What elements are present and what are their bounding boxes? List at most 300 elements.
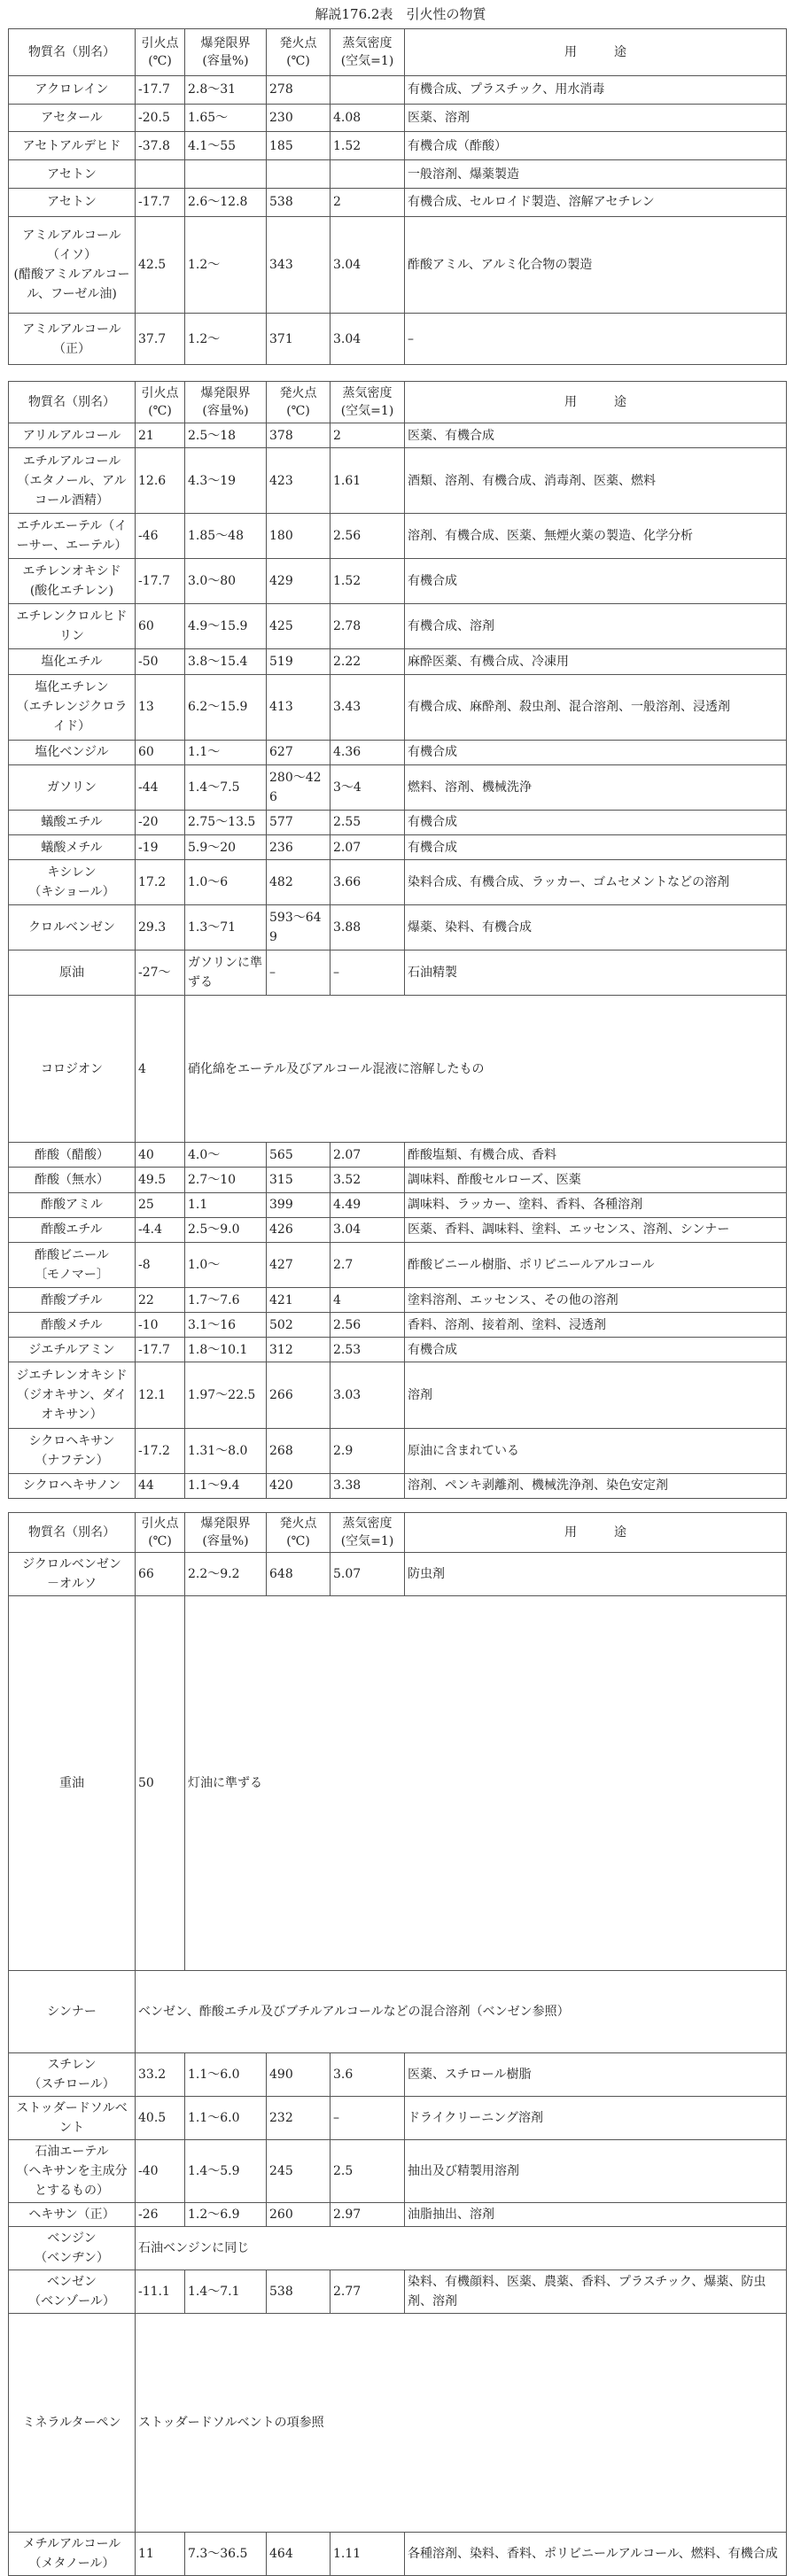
use-description: 酢酸塩類、有機合成、香料	[405, 1143, 787, 1168]
flash-point: -26	[136, 2203, 185, 2227]
explosive-limit: 2.75～13.5	[185, 810, 267, 834]
substance-name: 酢酸（無水）	[9, 1168, 136, 1192]
substance-name: ジクロルベンゼン －オルソ	[9, 1553, 136, 1596]
use-description: ドライクリーニング溶剤	[405, 2097, 787, 2140]
explosive-limit: 2.7～10	[185, 1168, 267, 1192]
vapor-density: 2.56	[331, 1313, 405, 1338]
substance-name: ベンゼン （ベンゾール）	[9, 2270, 136, 2314]
explosive-limit: 1.1～9.4	[185, 1473, 267, 1498]
use-description: 燃料、溶剤、機械洗浄	[405, 764, 787, 810]
substance-name: メチルアルコール （メタノール）	[9, 2533, 136, 2576]
ignition-point: 464	[267, 2533, 331, 2576]
vapor-density: 2.22	[331, 649, 405, 674]
ignition-point: 399	[267, 1192, 331, 1217]
substance-name: アリルアルコール	[9, 423, 136, 447]
use-description: 染料合成、有機合成、ラッカー、ゴムセメントなどの溶剤	[405, 860, 787, 905]
ignition-point: 232	[267, 2097, 331, 2140]
explosive-limit: 2.8～31	[185, 75, 267, 104]
substance-name: シクロヘキサン （ナフテン）	[9, 1428, 136, 1473]
ignition-point: –	[267, 950, 331, 996]
explosive-limit: 1.4～7.1	[185, 2270, 267, 2314]
table-row	[9, 314, 787, 365]
use-description: 塗料溶剤、エッセンス、その他の溶剤	[405, 1288, 787, 1313]
header-flash-point: 引火点 (℃)	[136, 382, 185, 423]
ignition-point: 268	[267, 1428, 331, 1473]
table-row	[9, 104, 787, 132]
flash-point: -37.8	[136, 132, 185, 160]
merged-note: 石油ベンジンに同じ	[136, 2227, 787, 2270]
flash-point: -17.7	[136, 559, 185, 604]
table-row	[9, 1168, 787, 1192]
flash-point: 12.1	[136, 1362, 185, 1428]
explosive-limit: 7.3～36.5	[185, 2533, 267, 2576]
explosive-limit: 1.4～5.9	[185, 2140, 267, 2203]
ignition-point: 312	[267, 1338, 331, 1362]
explosive-limit: 1.3～71	[185, 905, 267, 950]
table-row	[9, 835, 787, 860]
substance-name: クロルベンゼン	[9, 905, 136, 950]
use-description: 有機合成、セルロイド製造、溶解アセチレン	[405, 189, 787, 217]
vapor-density: 3.6	[331, 2053, 405, 2097]
header-explosive-limit: 爆発限界 (容量%)	[185, 382, 267, 423]
explosive-limit: 4.1～55	[185, 132, 267, 160]
flash-point: 17.2	[136, 860, 185, 905]
use-description: 医薬、香料、調味料、塗料、エッセンス、溶剤、シンナー	[405, 1217, 787, 1242]
table-row	[9, 1192, 787, 1217]
vapor-density: –	[331, 2097, 405, 2140]
header-ignition-point: 発火点 (℃)	[267, 382, 331, 423]
substance-name: アミルアルコール （正）	[9, 314, 136, 365]
use-description: 有機合成（酢酸）	[405, 132, 787, 160]
table-row	[9, 1217, 787, 1242]
explosive-limit: 1.7～7.6	[185, 1288, 267, 1313]
substance-name: ストッダードソルベント	[9, 2097, 136, 2140]
use-description: 染料、有機顔料、医薬、農薬、香料、プラスチック、爆薬、防虫剤、溶剤	[405, 2270, 787, 2314]
use-description: 溶剤、ペンキ剥離剤、機械洗浄剤、染色安定剤	[405, 1473, 787, 1498]
explosive-limit	[185, 160, 267, 189]
explosive-limit: 4.9～15.9	[185, 604, 267, 649]
substance-name: 重油	[9, 1596, 136, 1971]
table-row	[9, 649, 787, 674]
table-row	[9, 1143, 787, 1168]
flash-point: 12.6	[136, 448, 185, 514]
substance-name: 石油エーテル （ヘキサンを主成分とするもの）	[9, 2140, 136, 2203]
substance-name: エチルアルコール （エタノール、アルコール酒精）	[9, 448, 136, 514]
substance-name: コロジオン	[9, 996, 136, 1143]
vapor-density: 4	[331, 1288, 405, 1313]
vapor-density: 1.61	[331, 448, 405, 514]
table-row	[9, 1473, 787, 1498]
substance-name: 酢酸アミル	[9, 1192, 136, 1217]
flammable-table-part3	[8, 1512, 787, 2576]
vapor-density: 3.03	[331, 1362, 405, 1428]
substance-name: アセトン	[9, 160, 136, 189]
vapor-density: 4.49	[331, 1192, 405, 1217]
use-description: 有機合成	[405, 1338, 787, 1362]
vapor-density: 1.11	[331, 2533, 405, 2576]
ignition-point: 519	[267, 649, 331, 674]
table-row	[9, 860, 787, 905]
flash-point: -10	[136, 1313, 185, 1338]
table-row	[9, 189, 787, 217]
merged-note: ストッダードソルベントの項参照	[136, 2314, 787, 2533]
table-caption: 解説176.2表 引火性の物質	[315, 6, 486, 22]
table-row	[9, 559, 787, 604]
header-flash-point: 引火点 (℃)	[136, 1513, 185, 1553]
header-row	[9, 29, 787, 76]
substance-name: アクロレイン	[9, 75, 136, 104]
ignition-point: 627	[267, 740, 331, 764]
use-description: 有機合成、プラスチック、用水消毒	[405, 75, 787, 104]
use-description: 酢酸アミル、アルミ化合物の製造	[405, 216, 787, 313]
flash-point: 50	[136, 1596, 185, 1971]
vapor-density: 2	[331, 189, 405, 217]
vapor-density: –	[331, 950, 405, 996]
vapor-density: 2	[331, 423, 405, 447]
flash-point: -46	[136, 514, 185, 559]
ignition-point: 185	[267, 132, 331, 160]
vapor-density: 2.56	[331, 514, 405, 559]
ignition-point: 378	[267, 423, 331, 447]
ignition-point: 425	[267, 604, 331, 649]
use-description: 調味料、酢酸セルローズ、医薬	[405, 1168, 787, 1192]
table-row	[9, 2203, 787, 2227]
table-row	[9, 132, 787, 160]
flash-point: 37.7	[136, 314, 185, 365]
use-description: 各種溶剤、染料、香料、ポリビニールアルコール、燃料、有機合成	[405, 2533, 787, 2576]
substance-name: エチレンオキシド (酸化エチレン)	[9, 559, 136, 604]
header-name: 物質名（別名）	[9, 382, 136, 423]
table-row	[9, 2140, 787, 2203]
substance-name: 蟻酸メチル	[9, 835, 136, 860]
use-description: 香料、溶剤、接着剤、塗料、浸透剤	[405, 1313, 787, 1338]
ignition-point: 538	[267, 2270, 331, 2314]
flash-point: -17.7	[136, 1338, 185, 1362]
header-name: 物質名（別名）	[9, 1513, 136, 1553]
ignition-point: 421	[267, 1288, 331, 1313]
vapor-density: 2.97	[331, 2203, 405, 2227]
merged-note: 硝化綿をエーテル及びアルコール混液に溶解したもの	[185, 996, 787, 1143]
flash-point: -44	[136, 764, 185, 810]
table-row	[9, 1338, 787, 1362]
explosive-limit: 1.31～8.0	[185, 1428, 267, 1473]
flash-point: -8	[136, 1242, 185, 1287]
flash-point: 33.2	[136, 2053, 185, 2097]
vapor-density: 2.78	[331, 604, 405, 649]
substance-name: ジエチルアミン	[9, 1338, 136, 1362]
substance-name: 塩化エチル	[9, 649, 136, 674]
table-row	[9, 2053, 787, 2097]
table-row	[9, 996, 787, 1143]
explosive-limit: 1.2～	[185, 314, 267, 365]
substance-name: アセトアルデヒド	[9, 132, 136, 160]
substance-name: キシレン （キショール）	[9, 860, 136, 905]
flash-point: -11.1	[136, 2270, 185, 2314]
substance-name: アミルアルコール （イソ） (醋酸アミルアルコール、フーゼル油)	[9, 216, 136, 313]
table-row	[9, 2533, 787, 2576]
flash-point: 25	[136, 1192, 185, 1217]
use-description: 調味料、ラッカー、塗料、香料、各種溶剤	[405, 1192, 787, 1217]
header-ignition-point: 発火点 (℃)	[267, 29, 331, 76]
flash-point: 29.3	[136, 905, 185, 950]
table-row	[9, 1971, 787, 2053]
ignition-point: 565	[267, 1143, 331, 1168]
substance-name: 酢酸ビニール 〔モノマー〕	[9, 1242, 136, 1287]
flash-point: 44	[136, 1473, 185, 1498]
flash-point: 42.5	[136, 216, 185, 313]
explosive-limit: 2.2～9.2	[185, 1553, 267, 1596]
use-description: 医薬、有機合成	[405, 423, 787, 447]
flammable-table-part1	[8, 28, 787, 365]
substance-name: ヘキサン（正）	[9, 2203, 136, 2227]
explosive-limit: 1.1	[185, 1192, 267, 1217]
ignition-point: 426	[267, 1217, 331, 1242]
ignition-point: 490	[267, 2053, 331, 2097]
flash-point: -20	[136, 810, 185, 834]
vapor-density	[331, 160, 405, 189]
use-description: 酒類、溶剤、有機合成、消毒剤、医薬、燃料	[405, 448, 787, 514]
flash-point: -50	[136, 649, 185, 674]
substance-name: 蟻酸エチル	[9, 810, 136, 834]
table-row	[9, 905, 787, 950]
merged-note: 灯油に準ずる	[185, 1596, 787, 1971]
explosive-limit: 1.2～	[185, 216, 267, 313]
header-use: 用 途	[405, 1513, 787, 1553]
explosive-limit: 3.0～80	[185, 559, 267, 604]
ignition-point: 593～649	[267, 905, 331, 950]
substance-name: エチルエーテル（イーサー、エーテル）	[9, 514, 136, 559]
explosive-limit: 1.0～6	[185, 860, 267, 905]
table-row	[9, 1362, 787, 1428]
ignition-point: 371	[267, 314, 331, 365]
table-row	[9, 1288, 787, 1313]
table-row	[9, 810, 787, 834]
table-row	[9, 604, 787, 649]
flash-point: -4.4	[136, 1217, 185, 1242]
vapor-density: 3.38	[331, 1473, 405, 1498]
explosive-limit: 2.6～12.8	[185, 189, 267, 217]
vapor-density: 2.5	[331, 2140, 405, 2203]
explosive-limit: 1.1～6.0	[185, 2053, 267, 2097]
flash-point: -17.7	[136, 75, 185, 104]
vapor-density: 3.04	[331, 314, 405, 365]
substance-name: 塩化ベンジル	[9, 740, 136, 764]
ignition-point: 280～426	[267, 764, 331, 810]
table-row	[9, 2314, 787, 2533]
ignition-point: 482	[267, 860, 331, 905]
flash-point: 4	[136, 996, 185, 1143]
ignition-point: 577	[267, 810, 331, 834]
table-row	[9, 764, 787, 810]
table-row	[9, 1428, 787, 1473]
use-description: 有機合成	[405, 835, 787, 860]
vapor-density: 3.52	[331, 1168, 405, 1192]
explosive-limit: 5.9～20	[185, 835, 267, 860]
ignition-point	[267, 160, 331, 189]
vapor-density: 2.55	[331, 810, 405, 834]
flash-point: 60	[136, 604, 185, 649]
substance-name: 塩化エチレン （エチレンジクロライド）	[9, 674, 136, 740]
substance-name: アセトン	[9, 189, 136, 217]
header-vapor-density: 蒸気密度 (空気=1)	[331, 29, 405, 76]
header-vapor-density: 蒸気密度 (空気=1)	[331, 1513, 405, 1553]
merged-note: ベンゼン、酢酸エチル及びブチルアルコールなどの混合溶剤（ベンゼン参照）	[136, 1971, 787, 2053]
flash-point: -17.2	[136, 1428, 185, 1473]
table-row	[9, 2097, 787, 2140]
table-row	[9, 75, 787, 104]
use-description: 医薬、スチロール樹脂	[405, 2053, 787, 2097]
use-description: –	[405, 314, 787, 365]
ignition-point: 502	[267, 1313, 331, 1338]
explosive-limit: 1.4～7.5	[185, 764, 267, 810]
use-description: 有機合成	[405, 810, 787, 834]
header-ignition-point: 発火点 (℃)	[267, 1513, 331, 1553]
flash-point: 66	[136, 1553, 185, 1596]
vapor-density: 3.43	[331, 674, 405, 740]
explosive-limit: 4.3～19	[185, 448, 267, 514]
table-row	[9, 448, 787, 514]
ignition-point: 315	[267, 1168, 331, 1192]
table-row	[9, 160, 787, 189]
header-row	[9, 382, 787, 423]
substance-name: エチレンクロルヒドリン	[9, 604, 136, 649]
header-use: 用 途	[405, 29, 787, 76]
table-row	[9, 216, 787, 313]
header-use: 用 途	[405, 382, 787, 423]
ignition-point: 423	[267, 448, 331, 514]
ignition-point: 420	[267, 1473, 331, 1498]
explosive-limit: 3.1～16	[185, 1313, 267, 1338]
ignition-point: 260	[267, 2203, 331, 2227]
vapor-density: 2.77	[331, 2270, 405, 2314]
header-flash-point: 引火点 (℃)	[136, 29, 185, 76]
use-description: 油脂抽出、溶剤	[405, 2203, 787, 2227]
ignition-point: 266	[267, 1362, 331, 1428]
header-explosive-limit: 爆発限界 (容量%)	[185, 29, 267, 76]
use-description: 抽出及び精製用溶剤	[405, 2140, 787, 2203]
header-vapor-density: 蒸気密度 (空気=1)	[331, 382, 405, 423]
use-description: 溶剤、有機合成、医薬、無煙火薬の製造、化学分析	[405, 514, 787, 559]
vapor-density: 1.52	[331, 132, 405, 160]
vapor-density	[331, 75, 405, 104]
vapor-density: 2.9	[331, 1428, 405, 1473]
explosive-limit: 1.1～	[185, 740, 267, 764]
substance-name: ベンジン （ベンヂン）	[9, 2227, 136, 2270]
use-description: 酢酸ビニール樹脂、ポリビニールアルコール	[405, 1242, 787, 1287]
flash-point: -20.5	[136, 104, 185, 132]
use-description: 防虫剤	[405, 1553, 787, 1596]
flash-point: -19	[136, 835, 185, 860]
substance-name: シクロヘキサノン	[9, 1473, 136, 1498]
flash-point: -27～	[136, 950, 185, 996]
explosive-limit: 6.2～15.9	[185, 674, 267, 740]
use-description: 麻酔医薬、有機合成、冷凍用	[405, 649, 787, 674]
explosive-limit: 1.65～	[185, 104, 267, 132]
vapor-density: 3.66	[331, 860, 405, 905]
vapor-density: 4.08	[331, 104, 405, 132]
flash-point: 49.5	[136, 1168, 185, 1192]
use-description: 原油に含まれている	[405, 1428, 787, 1473]
ignition-point: 648	[267, 1553, 331, 1596]
header-name: 物質名（別名）	[9, 29, 136, 76]
ignition-point: 343	[267, 216, 331, 313]
explosive-limit: ガソリンに準ずる	[185, 950, 267, 996]
substance-name: ミネラルターペン	[9, 2314, 136, 2533]
substance-name: 酢酸ブチル	[9, 1288, 136, 1313]
table-row	[9, 1553, 787, 1596]
table-row	[9, 1313, 787, 1338]
use-description: 爆薬、染料、有機合成	[405, 905, 787, 950]
flash-point: 13	[136, 674, 185, 740]
explosive-limit: 1.0～	[185, 1242, 267, 1287]
ignition-point: 230	[267, 104, 331, 132]
flash-point: -40	[136, 2140, 185, 2203]
vapor-density: 2.07	[331, 1143, 405, 1168]
substance-name: アセタール	[9, 104, 136, 132]
substance-name: 酢酸エチル	[9, 1217, 136, 1242]
ignition-point: 278	[267, 75, 331, 104]
explosive-limit: 4.0～	[185, 1143, 267, 1168]
ignition-point: 429	[267, 559, 331, 604]
table-row	[9, 740, 787, 764]
substance-name: 原油	[9, 950, 136, 996]
table-row	[9, 2227, 787, 2270]
substance-name: 酢酸（醋酸）	[9, 1143, 136, 1168]
table-row	[9, 674, 787, 740]
header-explosive-limit: 爆発限界 (容量%)	[185, 1513, 267, 1553]
ignition-point: 245	[267, 2140, 331, 2203]
flash-point: 21	[136, 423, 185, 447]
explosive-limit: 1.1～6.0	[185, 2097, 267, 2140]
vapor-density: 3～4	[331, 764, 405, 810]
explosive-limit: 2.5～18	[185, 423, 267, 447]
ignition-point: 427	[267, 1242, 331, 1287]
flash-point: 40	[136, 1143, 185, 1168]
flash-point: 11	[136, 2533, 185, 2576]
ignition-point: 538	[267, 189, 331, 217]
explosive-limit: 1.97～22.5	[185, 1362, 267, 1428]
use-description: 医薬、溶剤	[405, 104, 787, 132]
ignition-point: 413	[267, 674, 331, 740]
flash-point: -17.7	[136, 189, 185, 217]
use-description: 有機合成、麻酔剤、殺虫剤、混合溶剤、一般溶剤、浸透剤	[405, 674, 787, 740]
vapor-density: 1.52	[331, 559, 405, 604]
flash-point: 22	[136, 1288, 185, 1313]
table-row	[9, 950, 787, 996]
ignition-point: 180	[267, 514, 331, 559]
substance-name: ジエチレンオキシド （ジオキサン、ダイオキサン）	[9, 1362, 136, 1428]
vapor-density: 3.88	[331, 905, 405, 950]
substance-name: シンナー	[9, 1971, 136, 2053]
explosive-limit: 1.2～6.9	[185, 2203, 267, 2227]
header-row	[9, 1513, 787, 1553]
vapor-density: 3.04	[331, 1217, 405, 1242]
substance-name: 酢酸メチル	[9, 1313, 136, 1338]
vapor-density: 4.36	[331, 740, 405, 764]
use-description: 溶剤	[405, 1362, 787, 1428]
vapor-density: 5.07	[331, 1553, 405, 1596]
use-description: 有機合成、溶剤	[405, 604, 787, 649]
flash-point	[136, 160, 185, 189]
table-row	[9, 514, 787, 559]
ignition-point: 236	[267, 835, 331, 860]
flammable-table-part2	[8, 381, 787, 1499]
vapor-density: 2.7	[331, 1242, 405, 1287]
use-description: 有機合成	[405, 740, 787, 764]
table-row	[9, 2270, 787, 2314]
vapor-density: 2.07	[331, 835, 405, 860]
table-row	[9, 423, 787, 447]
